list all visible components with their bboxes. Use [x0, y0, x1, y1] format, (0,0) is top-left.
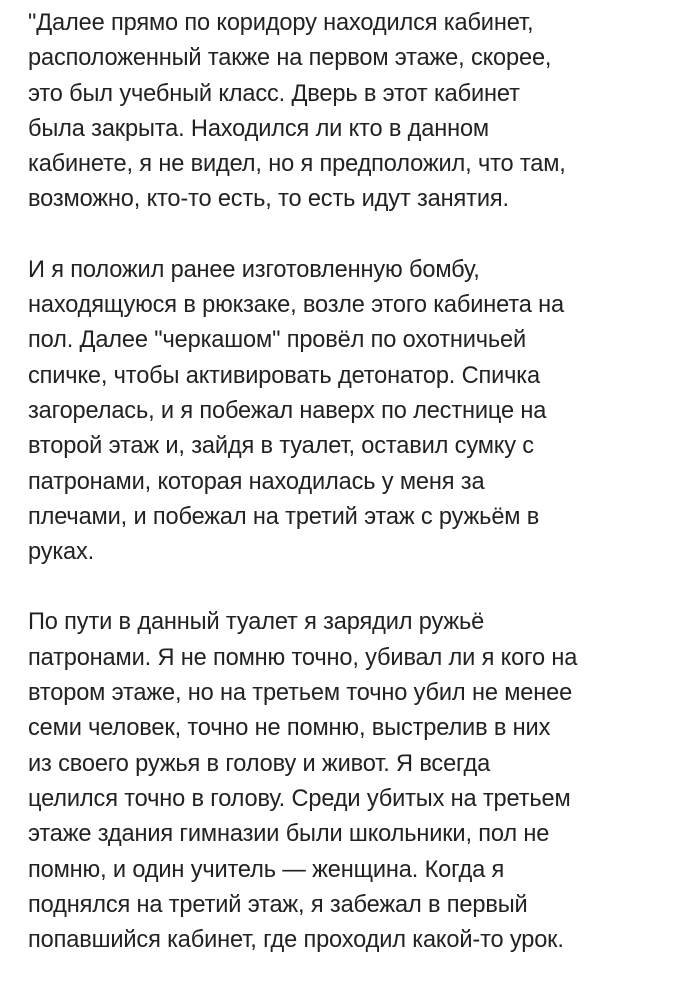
paragraph-gap	[28, 218, 693, 253]
text-line: втором этаже, но на третьем точно убил не менее	[28, 680, 573, 707]
text-line: целился точно в голову. Среди убитых на третьем	[28, 785, 571, 812]
text-line: По пути в данный туалет я зарядил ружьё	[28, 609, 485, 636]
text-line: поднялся на третий этаж, я забежал в первый	[28, 891, 528, 918]
text-line: находящуюся в рюкзаке, возле этого кабинета на	[28, 292, 564, 319]
text-line: пол. Далее "черкашом" провёл по охотничьей	[28, 327, 527, 354]
text-line: И я положил ранее изготовленную бомбу,	[28, 256, 480, 283]
text-line: из своего ружья в голову и живот. Я всегда	[28, 750, 491, 777]
text-line: загорелась, и я побежал наверх по лестнице на	[28, 397, 547, 424]
text-line: кабинете, я не видел, но я предположил, что там,	[28, 151, 566, 178]
text-line: была закрыта. Находился ли кто в данном	[28, 115, 490, 142]
text-line: помню, и один учитель — женщина. Когда я	[28, 856, 505, 883]
text-line: "Далее прямо по коридору находился кабинет,	[28, 10, 534, 36]
text-line: плечами, и побежал на третий этаж с ружьём в	[28, 503, 540, 530]
text-line: расположенный также на первом этаже, скорее,	[28, 45, 552, 72]
paragraph-2	[28, 253, 693, 571]
paragraph-3	[28, 605, 693, 958]
text-line: патронами. Я не помню точно, убивал ли я кого на	[28, 644, 578, 671]
text-line: второй этаж и, зайдя в туалет, оставил сумку с	[28, 433, 534, 460]
paragraph-gap	[28, 570, 693, 605]
text-line: этаже здания гимназии были школьники, пол не	[28, 821, 550, 848]
text-line: это был учебный класс. Дверь в этот кабинет	[28, 80, 520, 107]
text-line: руках.	[28, 539, 95, 566]
document-text	[28, 6, 693, 958]
paragraph-1	[28, 6, 693, 218]
text-line: спичке, чтобы активировать детонатор. Спичка	[28, 362, 540, 389]
text-line: семи человек, точно не помню, выстрелив в них	[28, 715, 551, 742]
text-line: возможно, кто-то есть, то есть идут занятия.	[28, 186, 509, 213]
text-line: патронами, которая находилась у меня за	[28, 468, 485, 495]
text-line: попавшийся кабинет, где проходил какой-то урок.	[28, 927, 564, 954]
